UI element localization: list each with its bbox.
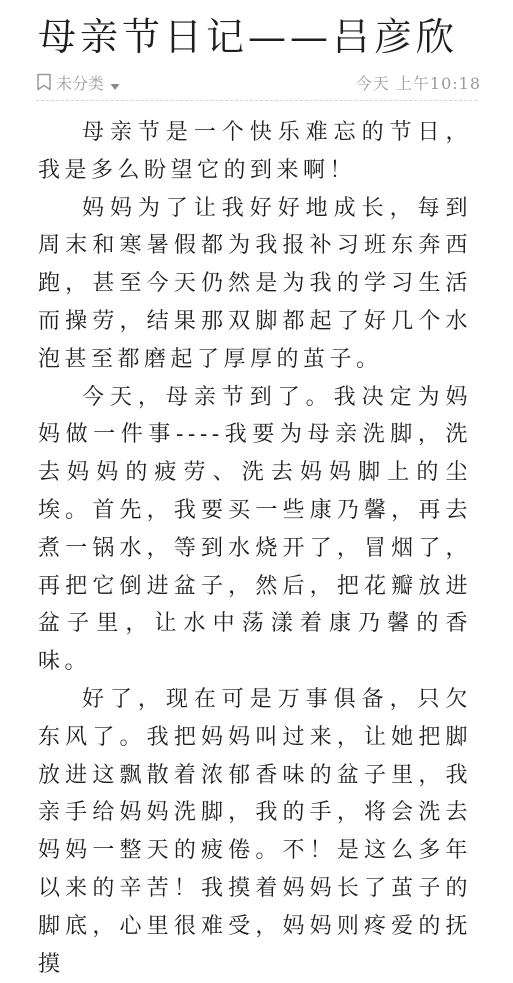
note-timestamp: 今天 上午10:18 (355, 73, 481, 93)
paragraph-2: 妈妈为了让我好好地成长，每到周末和寒暑假都为我报补习班东奔西跑，甚至今天仍然是为我的学习生活而操劳，结果那双脚都起了好几个水泡甚至都磨起了厚厚的茧子。 (38, 195, 472, 372)
category-label: 未分类 (56, 73, 105, 93)
paragraph-4: 好了，现在可是万事俱备，只欠东风了。我把妈妈叫过来，让她把脚放进这飘散着浓郁香味的盆子里，我亲手给妈妈洗脚，我的手，将会洗去妈妈一整天的疲倦。不！是这么多年以来的辛苦！我摸着妈妈长了茧子的脚底，心里很难受，妈妈则疼爱的抚摸 (38, 686, 472, 977)
note-body[interactable] (38, 114, 472, 983)
note-icon (36, 73, 52, 91)
note-title[interactable]: 母亲节日记——吕彦欣 (38, 15, 459, 59)
caret-down-icon[interactable] (110, 77, 120, 87)
header-divider (36, 100, 477, 101)
paragraph-1: 母亲节是一个快乐难忘的节日，我是多么盼望它的到来啊！ (38, 120, 472, 183)
note-meta-bar (36, 68, 481, 96)
paragraph-3: 今天，母亲节到了。我决定为妈妈做一件事----我要为母亲洗脚，洗去妈妈的疲劳、洗去妈妈脚上的尘埃。首先，我要买一些康乃馨，再去煮一锅水，等到水烧开了，冒烟了，再把它倒进盆子，然后，把花瓣放进盆子里，让水中荡漾着康乃馨的香味。 (38, 384, 472, 675)
category-selector[interactable] (36, 71, 120, 94)
